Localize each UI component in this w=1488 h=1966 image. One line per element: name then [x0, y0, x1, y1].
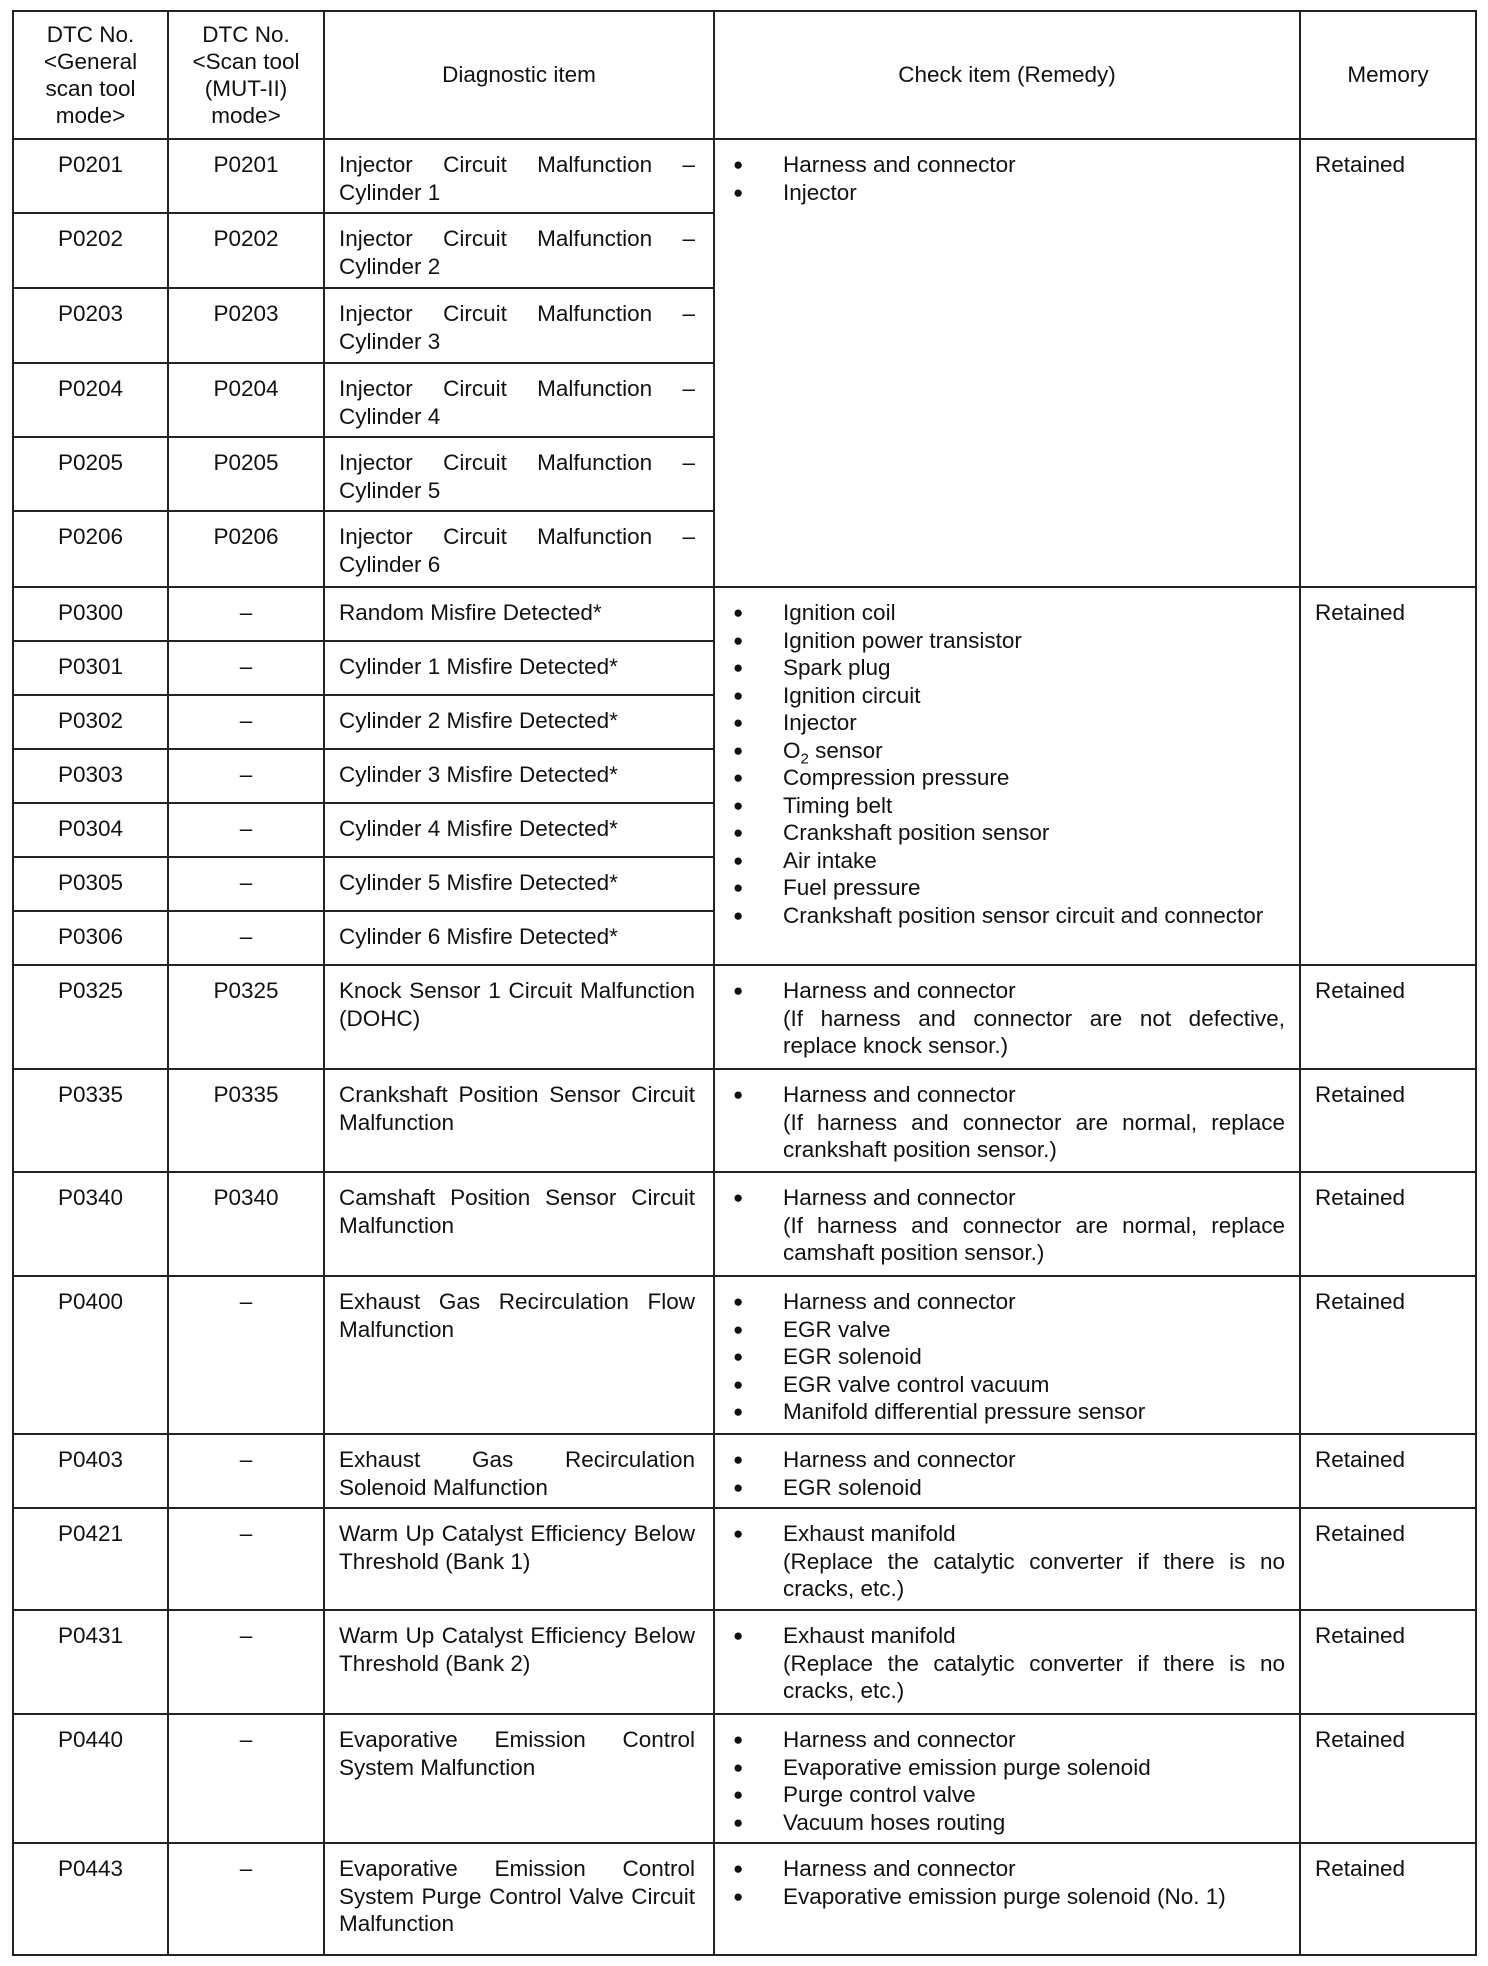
scan-tool-dtc-code: P0206 [168, 511, 324, 587]
diagnostic-item: Crankshaft Position Sensor Circuit Malfunction [324, 1069, 714, 1172]
check-item: ● Harness and connector [727, 1184, 1285, 1212]
check-item: ● Harness and connector [727, 151, 1285, 179]
scan-tool-dtc-code: – [168, 1508, 324, 1610]
diagnostic-item: Exhaust Gas Recirculation Solenoid Malfunction [324, 1434, 714, 1508]
check-item: ● Spark plug [727, 654, 1285, 682]
diagnostic-item: Warm Up Catalyst Efficiency Below Threshold (Bank 1) [324, 1508, 714, 1610]
remedy-note: (If harness and connector are normal, replace crankshaft position sensor.) [783, 1109, 1285, 1162]
scan-tool-dtc-code: P0205 [168, 437, 324, 511]
header-general-dtc [13, 11, 168, 139]
check-item-list [727, 1520, 1285, 1548]
memory-status: Retained [1300, 965, 1476, 1069]
diagnostic-item: Camshaft Position Sensor Circuit Malfunction [324, 1172, 714, 1276]
memory-status: Retained [1300, 587, 1476, 965]
general-dtc-code: P0421 [13, 1508, 168, 1610]
scan-tool-dtc-code: – [168, 749, 324, 803]
check-item-list [727, 977, 1285, 1005]
header-check-item: Check item (Remedy) [714, 11, 1300, 139]
general-dtc-code: P0431 [13, 1610, 168, 1714]
header-line: scan tool [45, 76, 136, 101]
general-dtc-code: P0305 [13, 857, 168, 911]
check-item: ● Compression pressure [727, 764, 1285, 792]
general-dtc-code: P0325 [13, 965, 168, 1069]
check-item: ● Harness and connector [727, 1446, 1285, 1474]
general-dtc-code: P0340 [13, 1172, 168, 1276]
general-dtc-code: P0304 [13, 803, 168, 857]
check-item-cell [714, 1434, 1300, 1508]
diagnostic-item: Exhaust Gas Recirculation Flow Malfunction [324, 1276, 714, 1434]
check-item-list [727, 1855, 1285, 1910]
memory-status: Retained [1300, 1276, 1476, 1434]
table-row [13, 1714, 1476, 1843]
check-item-list [727, 1288, 1285, 1426]
general-dtc-code: P0302 [13, 695, 168, 749]
remedy-note: (If harness and connector are not defective, replace knock sensor.) [783, 1005, 1285, 1058]
check-item-list [727, 1622, 1285, 1650]
header-line: DTC No. [202, 22, 290, 47]
diagnostic-item: Cylinder 3 Misfire Detected* [324, 749, 714, 803]
remedy-note: (Replace the catalytic converter if there is no cracks, etc.) [783, 1650, 1285, 1703]
check-item: ● Ignition coil [727, 599, 1285, 627]
diagnostic-item: Random Misfire Detected* [324, 587, 714, 641]
diagnostic-item: Injector Circuit Malfunction – Cylinder 1 [324, 139, 714, 213]
table-row [13, 1843, 1476, 1955]
scan-tool-dtc-code: – [168, 1434, 324, 1508]
check-item: ● Injector [727, 709, 1285, 737]
check-item: ● Evaporative emission purge solenoid [727, 1754, 1285, 1782]
general-dtc-code: P0306 [13, 911, 168, 965]
diagnostic-item: Cylinder 6 Misfire Detected* [324, 911, 714, 965]
check-item: ● Vacuum hoses routing [727, 1809, 1285, 1837]
check-item: ● Exhaust manifold [727, 1520, 1285, 1548]
scan-tool-dtc-code: – [168, 1843, 324, 1955]
check-item-cell [714, 587, 1300, 965]
check-item: ● Ignition circuit [727, 682, 1285, 710]
table-row [13, 1069, 1476, 1172]
diagnostic-item: Injector Circuit Malfunction – Cylinder 3 [324, 288, 714, 363]
diagnostic-item: Warm Up Catalyst Efficiency Below Threshold (Bank 2) [324, 1610, 714, 1714]
memory-status: Retained [1300, 139, 1476, 587]
general-dtc-code: P0443 [13, 1843, 168, 1955]
check-item: ● Evaporative emission purge solenoid (No. 1) [727, 1883, 1285, 1911]
check-item-cell [714, 1714, 1300, 1843]
check-item: ● Exhaust manifold [727, 1622, 1285, 1650]
check-item: ● EGR solenoid [727, 1343, 1285, 1371]
scan-tool-dtc-code: P0340 [168, 1172, 324, 1276]
check-item: ● Injector [727, 179, 1285, 207]
scan-tool-dtc-code: – [168, 857, 324, 911]
general-dtc-code: P0335 [13, 1069, 168, 1172]
check-item-cell [714, 1843, 1300, 1955]
table-row [13, 965, 1476, 1069]
check-item: ● Harness and connector [727, 977, 1285, 1005]
scan-tool-dtc-code: P0202 [168, 213, 324, 288]
check-item-cell [714, 1069, 1300, 1172]
scan-tool-dtc-code: – [168, 1714, 324, 1843]
dtc-table [12, 10, 1477, 1956]
general-dtc-code: P0301 [13, 641, 168, 695]
check-item-list [727, 1184, 1285, 1212]
header-row [13, 11, 1476, 139]
diagnostic-item: Injector Circuit Malfunction – Cylinder 2 [324, 213, 714, 288]
memory-status: Retained [1300, 1714, 1476, 1843]
diagnostic-item: Evaporative Emission Control System Purge Control Valve Circuit Malfunction [324, 1843, 714, 1955]
header-line: mode> [211, 103, 281, 128]
check-item-cell [714, 139, 1300, 587]
table-row [13, 1434, 1476, 1508]
check-item: ● Air intake [727, 847, 1285, 875]
general-dtc-code: P0300 [13, 587, 168, 641]
diagnostic-item: Cylinder 1 Misfire Detected* [324, 641, 714, 695]
check-item: ● Harness and connector [727, 1081, 1285, 1109]
header-line: <General [43, 49, 138, 74]
check-item: ● Harness and connector [727, 1726, 1285, 1754]
scan-tool-dtc-code: P0201 [168, 139, 324, 213]
check-item: ● Manifold differential pressure sensor [727, 1398, 1285, 1426]
table-row [13, 139, 1476, 213]
check-item: ● EGR valve control vacuum [727, 1371, 1285, 1399]
general-dtc-code: P0206 [13, 511, 168, 587]
diagnostic-item: Cylinder 5 Misfire Detected* [324, 857, 714, 911]
header-memory: Memory [1300, 11, 1476, 139]
general-dtc-code: P0403 [13, 1434, 168, 1508]
scan-tool-dtc-code: P0203 [168, 288, 324, 363]
check-item: ● Harness and connector [727, 1288, 1285, 1316]
check-item: ● Fuel pressure [727, 874, 1285, 902]
scan-tool-dtc-code: – [168, 695, 324, 749]
check-item-cell [714, 1172, 1300, 1276]
check-item-list [727, 1726, 1285, 1836]
check-item: ● Harness and connector [727, 1855, 1285, 1883]
header-line: mode> [55, 103, 126, 128]
check-item: ● Purge control valve [727, 1781, 1285, 1809]
scan-tool-dtc-code: – [168, 1276, 324, 1434]
memory-status: Retained [1300, 1508, 1476, 1610]
scan-tool-dtc-code: P0325 [168, 965, 324, 1069]
check-item: ● $O_2$ sensor [727, 737, 1285, 765]
scan-tool-dtc-code: – [168, 911, 324, 965]
check-item-cell [714, 1610, 1300, 1714]
general-dtc-code: P0203 [13, 288, 168, 363]
check-item: ● EGR valve [727, 1316, 1285, 1344]
diagnostic-item: Cylinder 4 Misfire Detected* [324, 803, 714, 857]
header-scan-tool-dtc [168, 11, 324, 139]
remedy-note: (If harness and connector are normal, replace camshaft position sensor.) [783, 1212, 1285, 1265]
header-diagnostic-item: Diagnostic item [324, 11, 714, 139]
check-item-cell [714, 1276, 1300, 1434]
memory-status: Retained [1300, 1434, 1476, 1508]
memory-status: Retained [1300, 1172, 1476, 1276]
general-dtc-code: P0205 [13, 437, 168, 511]
check-item-list [727, 1081, 1285, 1109]
general-dtc-code: P0202 [13, 213, 168, 288]
table-row [13, 587, 1476, 641]
general-dtc-code: P0204 [13, 363, 168, 437]
general-dtc-code: P0201 [13, 139, 168, 213]
table-row [13, 1172, 1476, 1276]
check-item: ● EGR solenoid [727, 1474, 1285, 1502]
memory-status: Retained [1300, 1610, 1476, 1714]
header-line: DTC No. [46, 22, 135, 47]
general-dtc-code: P0400 [13, 1276, 168, 1434]
scan-tool-dtc-code: P0335 [168, 1069, 324, 1172]
diagnostic-item: Cylinder 2 Misfire Detected* [324, 695, 714, 749]
table-row [13, 1610, 1476, 1714]
table-row [13, 1276, 1476, 1434]
diagnostic-item: Evaporative Emission Control System Malfunction [324, 1714, 714, 1843]
check-item-list [727, 151, 1285, 206]
memory-status: Retained [1300, 1069, 1476, 1172]
table-row [13, 1508, 1476, 1610]
check-item: ● Ignition power transistor [727, 627, 1285, 655]
check-item: ● Crankshaft position sensor [727, 819, 1285, 847]
diagnostic-item: Injector Circuit Malfunction – Cylinder 5 [324, 437, 714, 511]
remedy-note: (Replace the catalytic converter if there is no cracks, etc.) [783, 1548, 1285, 1601]
memory-status: Retained [1300, 1843, 1476, 1955]
check-item-cell [714, 965, 1300, 1069]
check-item: ● Timing belt [727, 792, 1285, 820]
general-dtc-code: P0440 [13, 1714, 168, 1843]
scan-tool-dtc-code: P0204 [168, 363, 324, 437]
scan-tool-dtc-code: – [168, 803, 324, 857]
check-item-cell [714, 1508, 1300, 1610]
check-item-list [727, 599, 1285, 929]
table-body [13, 139, 1476, 1955]
check-item-list [727, 1446, 1285, 1501]
header-line: (MUT-II) [204, 76, 288, 101]
scan-tool-dtc-code: – [168, 587, 324, 641]
header-line: <Scan tool [192, 49, 300, 74]
general-dtc-code: P0303 [13, 749, 168, 803]
check-item: ● Crankshaft position sensor circuit and connector [727, 902, 1285, 930]
diagnostic-item: Injector Circuit Malfunction – Cylinder 4 [324, 363, 714, 437]
diagnostic-item: Knock Sensor 1 Circuit Malfunction (DOHC) [324, 965, 714, 1069]
scan-tool-dtc-code: – [168, 641, 324, 695]
scan-tool-dtc-code: – [168, 1610, 324, 1714]
diagnostic-item: Injector Circuit Malfunction – Cylinder 6 [324, 511, 714, 587]
